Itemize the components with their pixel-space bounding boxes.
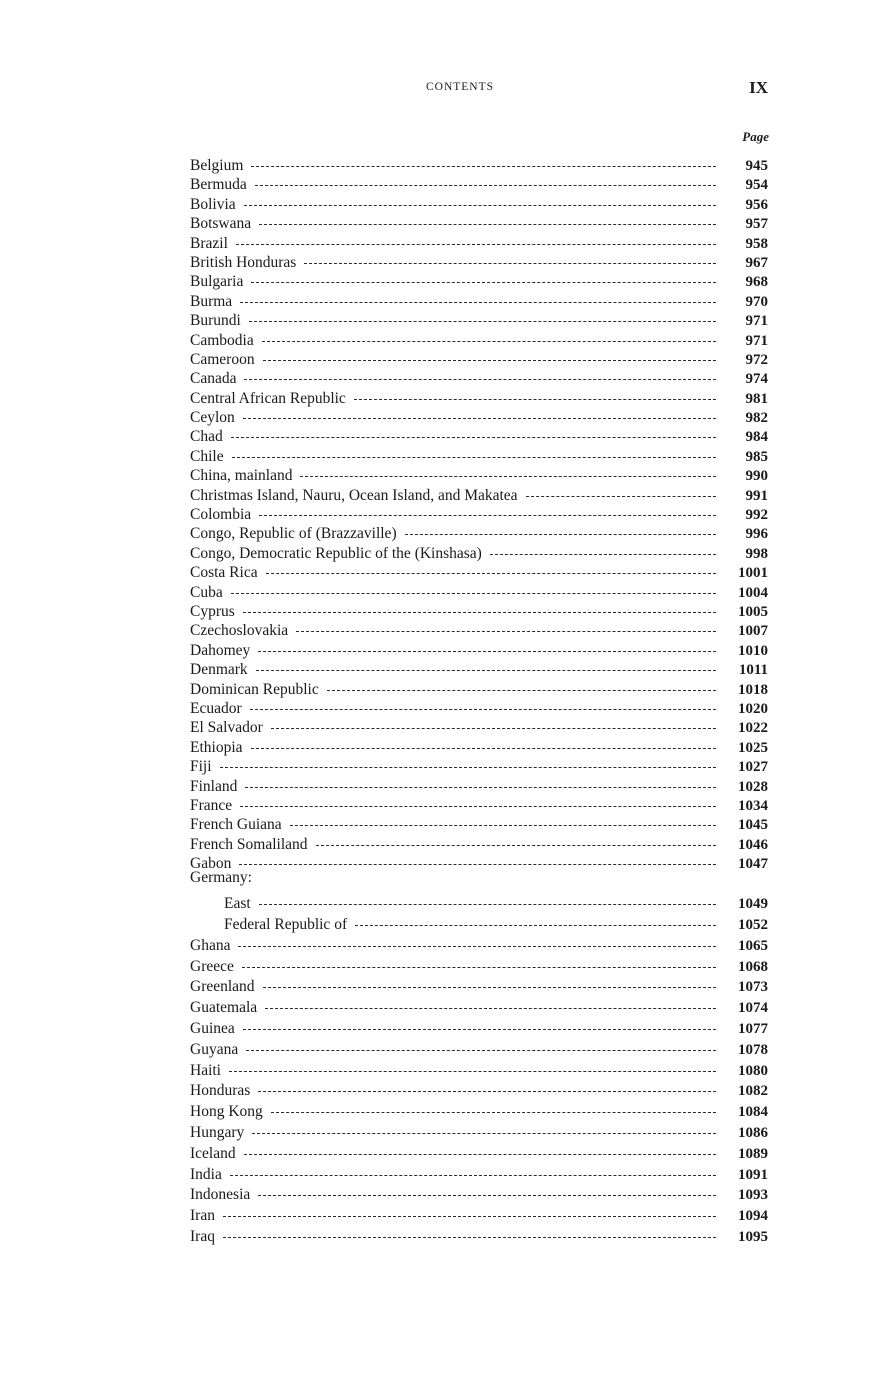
toc-entry-page: 1084 bbox=[738, 1104, 768, 1121]
dot-leader bbox=[232, 442, 716, 461]
toc-entry-page: 1082 bbox=[738, 1083, 768, 1100]
toc-entry-page: 982 bbox=[745, 410, 768, 427]
toc-entry bbox=[190, 733, 768, 756]
toc-entry-page: 998 bbox=[745, 545, 768, 562]
toc-entry-label: Chile bbox=[190, 447, 224, 465]
dot-leader bbox=[258, 1180, 716, 1199]
toc-entry bbox=[190, 539, 768, 562]
toc-entry-page: 1065 bbox=[738, 937, 768, 954]
toc-entry-label: Burundi bbox=[190, 312, 241, 330]
toc-entry bbox=[190, 616, 768, 640]
table-of-contents bbox=[190, 151, 768, 1243]
toc-entry bbox=[190, 519, 768, 543]
toc-entry-page: 1094 bbox=[738, 1208, 768, 1225]
toc-entry-label: Guyana bbox=[190, 1040, 239, 1058]
page-column-label: Page bbox=[742, 129, 769, 144]
toc-entry bbox=[190, 267, 768, 291]
toc-entry bbox=[190, 151, 768, 174]
dot-leader bbox=[304, 248, 716, 267]
toc-entry-label: Honduras bbox=[190, 1082, 251, 1100]
dot-leader bbox=[256, 655, 716, 674]
dot-leader bbox=[243, 597, 716, 616]
toc-entry bbox=[190, 209, 768, 233]
toc-entry-label: China, mainland bbox=[190, 467, 293, 485]
page-number: IX bbox=[749, 78, 768, 97]
toc-entry-page: 971 bbox=[745, 313, 768, 330]
toc-entry bbox=[190, 481, 768, 504]
dot-leader bbox=[290, 810, 716, 829]
toc-entry bbox=[190, 830, 768, 853]
toc-entry-page: 967 bbox=[745, 254, 768, 271]
toc-entry-page: 985 bbox=[745, 448, 768, 465]
page-header bbox=[0, 78, 889, 98]
toc-entry-page: 1086 bbox=[738, 1125, 768, 1142]
toc-entry bbox=[190, 636, 768, 659]
dot-leader bbox=[259, 889, 716, 908]
toc-entry-label: Haiti bbox=[190, 1061, 221, 1079]
toc-entry-page: 945 bbox=[745, 158, 768, 174]
toc-entry-page: 957 bbox=[745, 216, 768, 233]
dot-leader bbox=[223, 1222, 716, 1241]
toc-entry-label: French Guiana bbox=[190, 816, 282, 834]
dot-leader bbox=[231, 578, 716, 597]
dot-leader bbox=[259, 209, 716, 228]
toc-entry-label: Denmark bbox=[190, 661, 248, 679]
toc-entry bbox=[190, 675, 768, 698]
dot-leader bbox=[258, 636, 716, 655]
toc-entry bbox=[190, 1097, 768, 1121]
dot-leader bbox=[259, 500, 716, 519]
toc-entry-label: El Salvador bbox=[190, 719, 263, 737]
dot-leader bbox=[258, 1076, 716, 1095]
toc-entry-label: Christmas Island, Nauru, Ocean Island, and Makatea bbox=[190, 486, 518, 504]
toc-entry-label: Central African Republic bbox=[190, 389, 346, 407]
toc-entry bbox=[190, 810, 768, 834]
dot-leader bbox=[236, 229, 716, 248]
toc-entry bbox=[190, 326, 768, 349]
toc-entry-page: 1080 bbox=[738, 1062, 768, 1079]
toc-entry-label: Cyprus bbox=[190, 602, 235, 620]
toc-entry-label: Gabon bbox=[190, 855, 232, 873]
toc-entry-label: Ceylon bbox=[190, 409, 235, 427]
toc-entry-page: 992 bbox=[745, 507, 768, 524]
dot-leader bbox=[271, 713, 716, 732]
toc-entry bbox=[190, 849, 768, 873]
toc-entry-label: Iraq bbox=[190, 1228, 215, 1245]
toc-entry-page: 1078 bbox=[738, 1041, 768, 1058]
dot-leader bbox=[271, 1097, 716, 1116]
toc-entry bbox=[190, 442, 768, 465]
toc-entry-label: British Honduras bbox=[190, 253, 297, 271]
dot-leader bbox=[296, 616, 716, 635]
dot-leader bbox=[249, 306, 716, 325]
toc-entry bbox=[190, 868, 768, 889]
toc-entry-page: 1045 bbox=[738, 817, 768, 834]
toc-entry bbox=[190, 345, 768, 368]
toc-entry-label: Hong Kong bbox=[190, 1103, 263, 1121]
toc-entry bbox=[190, 384, 768, 407]
dot-leader bbox=[240, 791, 716, 810]
toc-entry-page: 1018 bbox=[738, 681, 768, 698]
toc-entry-label: Cameroon bbox=[190, 350, 255, 368]
toc-entry-page: 954 bbox=[745, 177, 768, 194]
dot-leader bbox=[231, 422, 716, 441]
toc-entry-page: 1001 bbox=[738, 565, 768, 582]
toc-entry-label: Guinea bbox=[190, 1020, 235, 1038]
toc-entry-page: 1047 bbox=[738, 856, 768, 873]
dot-leader bbox=[242, 952, 716, 971]
dot-leader bbox=[238, 931, 716, 950]
toc-entry bbox=[190, 1201, 768, 1225]
toc-entry-page: 1010 bbox=[738, 642, 768, 659]
toc-entry bbox=[190, 1139, 768, 1160]
toc-entry bbox=[190, 752, 768, 776]
toc-entry bbox=[190, 1056, 768, 1077]
toc-entry bbox=[190, 170, 768, 194]
toc-entry-page: 1095 bbox=[738, 1229, 768, 1245]
toc-entry bbox=[190, 1180, 768, 1204]
toc-entry-label: Cuba bbox=[190, 583, 223, 601]
dot-leader bbox=[246, 1035, 716, 1054]
dot-leader bbox=[300, 461, 716, 480]
toc-entry-label: Czechoslovakia bbox=[190, 622, 289, 640]
toc-entry bbox=[190, 461, 768, 485]
toc-entry-page: 1091 bbox=[738, 1166, 768, 1183]
dot-leader bbox=[243, 1014, 716, 1033]
dot-leader bbox=[526, 481, 716, 500]
toc-entry-page: 1028 bbox=[738, 778, 768, 795]
toc-entry-page: 1027 bbox=[738, 759, 768, 776]
toc-entry-page: 1052 bbox=[738, 917, 768, 934]
dot-leader bbox=[252, 1118, 716, 1137]
toc-entry-label: Bolivia bbox=[190, 195, 236, 213]
toc-entry bbox=[190, 1222, 768, 1243]
toc-entry-page: 1005 bbox=[738, 603, 768, 620]
dot-leader bbox=[229, 1056, 716, 1075]
toc-entry-page: 1089 bbox=[738, 1145, 768, 1162]
toc-entry-page: 1007 bbox=[738, 623, 768, 640]
dot-leader bbox=[239, 849, 716, 868]
toc-entry-label: Federal Republic of bbox=[224, 916, 348, 934]
toc-entry-page: 968 bbox=[745, 274, 768, 291]
dot-leader bbox=[220, 752, 716, 771]
toc-entry-page: 1093 bbox=[738, 1187, 768, 1204]
toc-entry-page: 981 bbox=[745, 390, 768, 407]
toc-entry-label: Dominican Republic bbox=[190, 680, 319, 698]
toc-entry bbox=[190, 972, 768, 996]
running-head: CONTENTS bbox=[425, 81, 495, 93]
toc-entry-page: 1074 bbox=[738, 1000, 768, 1017]
toc-entry bbox=[190, 1014, 768, 1038]
toc-entry-page: 974 bbox=[745, 371, 768, 388]
toc-entry bbox=[190, 558, 768, 582]
toc-entry-label: Hungary bbox=[190, 1124, 245, 1142]
dot-leader bbox=[327, 675, 716, 694]
toc-entry bbox=[190, 952, 768, 973]
toc-entry-page: 996 bbox=[745, 526, 768, 543]
dot-leader bbox=[230, 1160, 716, 1179]
dot-leader bbox=[355, 910, 716, 929]
toc-entry-label: Botswana bbox=[190, 215, 252, 233]
toc-entry bbox=[190, 364, 768, 388]
toc-entry bbox=[190, 190, 768, 213]
toc-entry-label: Canada bbox=[190, 370, 237, 388]
toc-entry-label: Colombia bbox=[190, 506, 252, 524]
toc-entry bbox=[190, 403, 768, 427]
dot-leader bbox=[263, 345, 716, 364]
toc-entry bbox=[190, 500, 768, 524]
toc-entry-page: 1034 bbox=[738, 797, 768, 814]
toc-entry bbox=[190, 597, 768, 620]
toc-entry-page: 1049 bbox=[738, 896, 768, 913]
toc-entry-label: Brazil bbox=[190, 234, 228, 252]
dot-leader bbox=[405, 519, 716, 538]
toc-entry bbox=[190, 248, 768, 271]
toc-entry-page: 971 bbox=[745, 332, 768, 349]
toc-entry bbox=[190, 791, 768, 814]
toc-entry bbox=[190, 229, 768, 252]
dot-leader bbox=[251, 151, 716, 170]
dot-leader bbox=[316, 830, 716, 849]
dot-leader bbox=[265, 993, 716, 1012]
dot-leader bbox=[262, 326, 716, 345]
dot-leader bbox=[490, 539, 716, 558]
toc-entry-label: Chad bbox=[190, 428, 223, 446]
toc-entry bbox=[190, 694, 768, 717]
toc-entry-label: Guatemala bbox=[190, 999, 258, 1017]
dot-leader bbox=[245, 772, 716, 791]
toc-entry bbox=[190, 993, 768, 1017]
toc-entry-label: Belgium bbox=[190, 157, 244, 174]
dot-leader bbox=[243, 403, 716, 422]
toc-entry-page: 1020 bbox=[738, 700, 768, 717]
toc-entry-page: 991 bbox=[745, 487, 768, 504]
dot-leader bbox=[255, 170, 716, 189]
dot-leader bbox=[263, 972, 716, 991]
toc-entry-label: Iceland bbox=[190, 1144, 236, 1162]
toc-entry-page: 972 bbox=[745, 351, 768, 368]
toc-entry-label: Burma bbox=[190, 292, 233, 310]
toc-entry-page: 984 bbox=[745, 429, 768, 446]
toc-entry-label: Ecuador bbox=[190, 699, 242, 717]
toc-entry-label: France bbox=[190, 796, 233, 814]
toc-entry-label: Bermuda bbox=[190, 176, 247, 194]
dot-leader bbox=[244, 1139, 716, 1158]
toc-entry-page: 970 bbox=[745, 293, 768, 310]
dot-leader bbox=[354, 384, 716, 403]
toc-entry-label: Ethiopia bbox=[190, 738, 243, 756]
toc-entry-label: Dahomey bbox=[190, 641, 251, 659]
toc-entry bbox=[190, 1076, 768, 1100]
toc-entry bbox=[190, 889, 768, 913]
toc-entry bbox=[190, 287, 768, 310]
toc-entry-label: Germany: bbox=[190, 869, 252, 887]
dot-leader bbox=[244, 364, 716, 383]
toc-entry-page: 1073 bbox=[738, 979, 768, 996]
toc-entry-page: 1022 bbox=[738, 720, 768, 737]
toc-entry-label: Cambodia bbox=[190, 331, 254, 349]
dot-leader bbox=[240, 287, 716, 306]
toc-entry-label: Costa Rica bbox=[190, 564, 258, 582]
toc-entry-page: 1004 bbox=[738, 584, 768, 601]
toc-entry bbox=[190, 422, 768, 446]
toc-entry-label: Finland bbox=[190, 777, 238, 795]
toc-entry-label: Ghana bbox=[190, 936, 231, 954]
toc-entry-page: 1025 bbox=[738, 739, 768, 756]
toc-entry bbox=[190, 1035, 768, 1056]
toc-entry bbox=[190, 910, 768, 934]
dot-leader bbox=[251, 733, 716, 752]
toc-entry bbox=[190, 772, 768, 795]
toc-entry-label: East bbox=[224, 895, 251, 913]
toc-entry-label: Bulgaria bbox=[190, 273, 244, 291]
toc-entry-page: 1011 bbox=[738, 662, 768, 679]
toc-entry-label: Greenland bbox=[190, 978, 255, 996]
toc-entry-label: French Somaliland bbox=[190, 835, 308, 853]
toc-entry-label: Congo, Republic of (Brazzaville) bbox=[190, 525, 397, 543]
toc-entry-page: 1046 bbox=[738, 836, 768, 853]
toc-entry-label: Iran bbox=[190, 1207, 215, 1225]
dot-leader bbox=[251, 267, 716, 286]
toc-entry-label: India bbox=[190, 1165, 222, 1183]
dot-leader bbox=[244, 190, 716, 209]
toc-entry-page: 956 bbox=[745, 196, 768, 213]
toc-entry bbox=[190, 931, 768, 952]
dot-leader bbox=[250, 694, 716, 713]
toc-entry-page: 1068 bbox=[738, 958, 768, 975]
toc-entry-label: Greece bbox=[190, 957, 234, 975]
toc-entry-page: 1077 bbox=[738, 1021, 768, 1038]
toc-entry bbox=[190, 655, 768, 679]
toc-entry bbox=[190, 1160, 768, 1181]
toc-entry-label: Indonesia bbox=[190, 1186, 251, 1204]
dot-leader bbox=[266, 558, 716, 577]
toc-entry-label: Fiji bbox=[190, 758, 212, 776]
toc-entry-page: 990 bbox=[745, 468, 768, 485]
toc-entry-page: 958 bbox=[745, 235, 768, 252]
toc-entry-label: Congo, Democratic Republic of the (Kinshasa) bbox=[190, 544, 482, 562]
dot-leader bbox=[223, 1201, 716, 1220]
toc-entry bbox=[190, 1118, 768, 1142]
toc-entry bbox=[190, 578, 768, 601]
toc-entry bbox=[190, 713, 768, 737]
toc-entry bbox=[190, 306, 768, 330]
